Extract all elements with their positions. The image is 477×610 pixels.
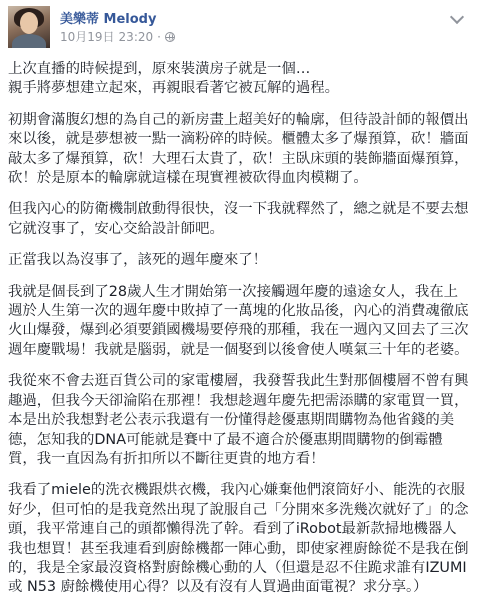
meta-separator: ·: [157, 29, 161, 44]
post-date[interactable]: 10月19日: [60, 30, 115, 44]
avatar-shoulders: [12, 34, 46, 48]
post-time[interactable]: 23:20: [118, 29, 154, 44]
post-paragraph: 我看了miele的洗衣機跟烘衣機，我內心嫌棄他們滾筒好小、能洗的衣服好少，但可怕的是我竟然出現了說服自己「分開來多洗幾次就好了」的念頭，我平常連自己的頭都懶得洗了幹。看到了iRobot最新款掃地機器人我也想買！甚至我連看到廚餘機都一陣心動，即使家裡廚餘從不是我在倒的，我是全家最沒資格對廚餘機心動的人（但還是忍不住跪求誰有IZUMI 或 N53 廚餘機使用心得？以及有沒有人買過曲面電視？求分享。）: [8, 482, 469, 596]
post-meta: [60, 28, 175, 45]
post-paragraph: 但我內心的防衛機制啟動得很快，沒一下我就釋然了，總之就是不要去想它就沒事了，安心交給設計師吧。: [8, 201, 469, 237]
chevron-down-icon[interactable]: [450, 10, 464, 24]
post-body: [8, 60, 470, 610]
post-paragraph: 正當我以為沒事了，該死的週年慶來了！: [8, 252, 268, 269]
post-header: [8, 6, 468, 50]
post-paragraph: 初期會滿腹幻想的為自己的新房畫上超美好的輪廓，但待設計師的報價出來以後，就是夢想被一點一滴粉碎的時候。櫃體太多了爆預算，砍！牆面敲太多了爆預算，砍！大理石太貴了，砍！主臥床頭的裝飾牆面爆預算，砍！於是原本的輪廓就這樣在現實裡被砍得血肉模糊了。: [8, 111, 469, 187]
author-name[interactable]: 美樂蒂 Melody: [60, 12, 157, 27]
post-paragraph: 上次直播的時候提到，原來裝潢房子就是一個… 親手將夢想建立起來，再親眼看著它被瓦解的過程。: [8, 61, 339, 97]
post-paragraph: 我就是個長到了28歲人生才開始第一次接觸週年慶的遠途女人，我在上週於人生第一次的週年慶中敗掉了一萬塊的化妝品後，內心的消費魂徹底火山爆發，爆到必須要鎖國機場要停飛的那種，我在一週內又回去了三次週年慶戰場！我就是腦弱，就是一個娶到以後會使人嘆氣三十年的老婆。: [8, 283, 469, 358]
globe-icon[interactable]: [165, 32, 175, 42]
avatar-face: [20, 12, 38, 34]
post-paragraph: 我從來不會去逛百貨公司的家電樓層，我發誓我此生對那個樓層不曾有興趣過，但我今天卻淪陷在那裡！我想趁週年慶先把需添購的家電買一買，本是出於我想對老公表示我還有一份懂得趁優惠期間購物為他省錢的美德，怎知我的DNA可能就是賽中了最不適合於優惠期間購物的倒霉體質，我一直因為有折扣所以不斷往更貴的地方看！: [8, 373, 469, 467]
avatar[interactable]: [8, 6, 50, 48]
